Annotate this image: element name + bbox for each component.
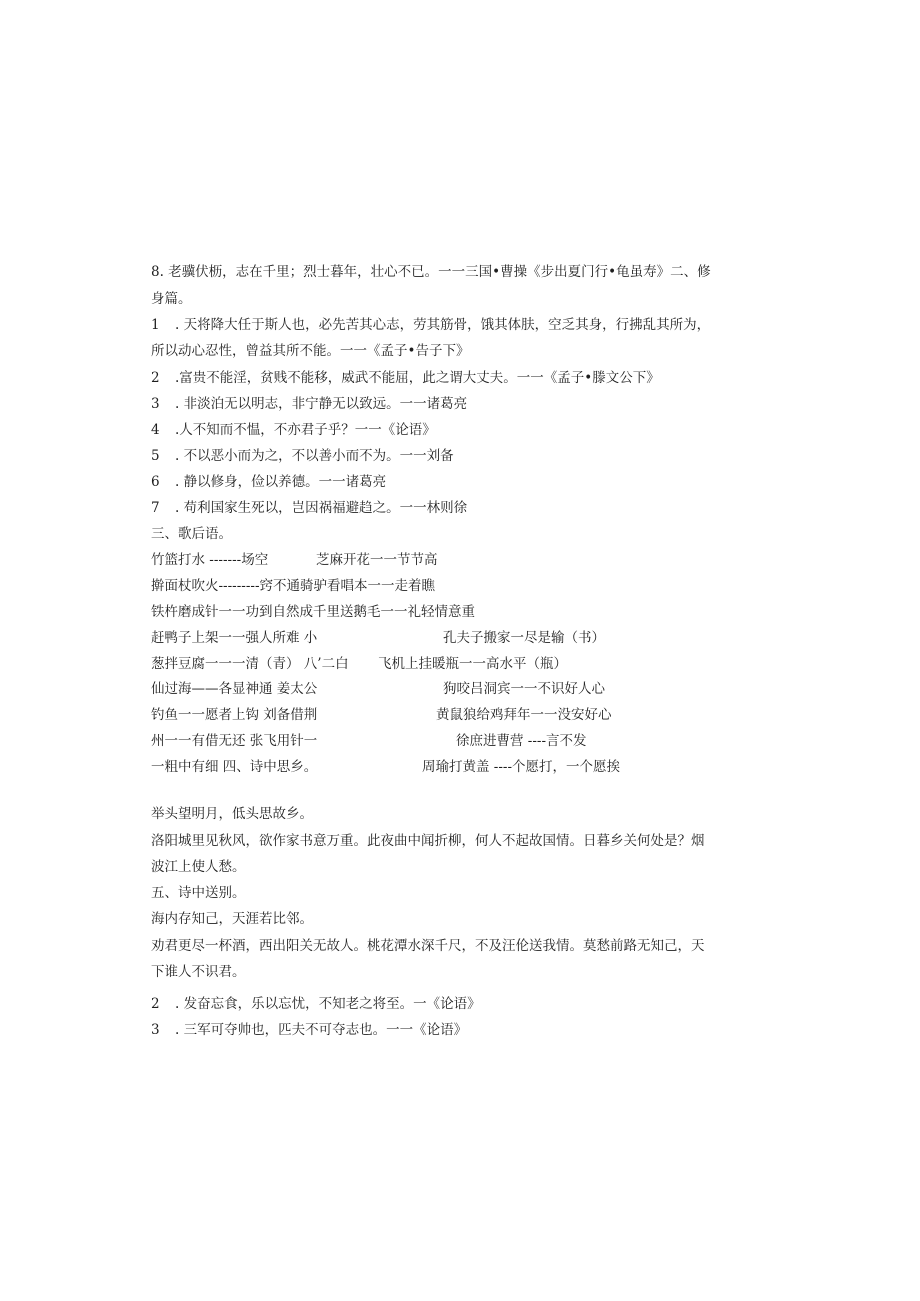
line-number: 6 [151, 474, 160, 490]
line-number: 5 [151, 448, 160, 464]
numbered-line [151, 316, 741, 334]
xiehouyu-right: 徐庶进曹营 ----言不发 [456, 733, 587, 749]
text-line: 身篇。 [151, 291, 192, 307]
poem-line: 洛阳城里见秋风，欲作家书意万重。此夜曲中闻折柳，何人不起故国情。日暮乡关何处是？烟 [151, 833, 705, 849]
line-text: . 苟利国家生死以，岂因祸福避趋之。一一林则徐 [175, 500, 468, 516]
line-text: .富贵不能淫，贫贱不能移，威武不能屈，此之谓大丈夫。一一《孟子•滕文公下》 [175, 370, 660, 386]
xiehouyu-left: 一粗中有细 四、诗中思乡。 [151, 759, 318, 775]
numbered-line [151, 995, 741, 1013]
numbered-line [151, 369, 741, 387]
xiehouyu-right: 周瑜打黄盖 ----个愿打，一个愿挨 [422, 759, 621, 775]
line-text: . 非淡泊无以明志，非宁静无以致远。一一诸葛亮 [175, 396, 468, 412]
line-number: 3 [151, 396, 160, 412]
poem-line: 举头望明月，低头思故乡。 [151, 806, 313, 822]
line-text: . 静以修身，俭以养德。一一诸葛亮 [175, 474, 387, 490]
xiehouyu-left: 钓鱼一一愿者上钩 刘备借荆 [151, 707, 318, 723]
numbered-line [151, 395, 741, 413]
line-number: 2 [151, 370, 160, 386]
poem-line: 劝君更尽一杯酒，西出阳关无故人。桃花潭水深千尺，不及汪伦送我情。莫愁前路无知己，天 [151, 938, 705, 954]
line-text: . 发奋忘食，乐以忘忧，不知老之将至。一《论语》 [175, 996, 481, 1012]
xiehouyu-left: 州一一有借无还 张飞用针一 [151, 733, 318, 749]
numbered-line [151, 421, 741, 439]
line-text: .人不知而不愠，不亦君子乎？一一《论语》 [175, 422, 436, 438]
poem-line: 海内存知己，天涯若比邻。 [151, 911, 313, 927]
numbered-line [151, 473, 741, 491]
xiehouyu-right: 飞机上挂暖瓶一一高水平（瓶） [378, 656, 567, 672]
xiehouyu-left: 铁杵磨成针一一功到自然成千里送鹅毛一一礼轻情意重 [151, 604, 475, 620]
xiehouyu-left: 竹篮打水 -------场空 [151, 552, 269, 568]
xiehouyu-right: 孔夫子搬家一尽是输（书） [443, 630, 605, 646]
numbered-line [151, 447, 741, 465]
poem-line: 波江上使人愁。 [151, 859, 246, 875]
line-text: . 三军可夺帅也，匹夫不可夺志也。一一《论语》 [175, 1022, 468, 1038]
line-text: . 天将降大任于斯人也，必先苦其心志，劳其筋骨，饿其体肤，空乏其身，行拂乱其所为， [175, 317, 711, 333]
line-number: 3 [151, 1022, 160, 1038]
xiehouyu-left: 赶鸭子上架一一强人所难 小 [151, 630, 318, 646]
numbered-line [151, 499, 741, 517]
poem-line: 下谁人不识君。 [151, 964, 246, 980]
line-number: 1 [151, 317, 160, 333]
text-line: 所以动心忍性，曾益其所不能。一一《孟子•告子下》 [151, 343, 470, 359]
line-number: 4 [151, 422, 160, 438]
xiehouyu-right: 黄鼠狼给鸡拜年一一没安好心 [436, 707, 612, 723]
line-number: 2 [151, 996, 160, 1012]
xiehouyu-left: 仙过海——各显神通 姜太公 [151, 681, 318, 697]
text-line: 8. 老骥伏枥，志在千里；烈士暮年，壮心不已。一一三国•曹操《步出夏门行•龟虽寿》二、修 [151, 264, 711, 280]
xiehouyu-left: 葱拌豆腐一一一清（青） 八’二白 [151, 656, 349, 672]
numbered-line [151, 1021, 741, 1039]
xiehouyu-right: 芝麻开花一一节节高 [316, 552, 438, 568]
xiehouyu-left: 擀面杖吹火---------窍不通骑驴看唱本一一走着瞧 [151, 578, 436, 594]
line-text: . 不以恶小而为之，不以善小而不为。一一刘备 [175, 448, 454, 464]
section-title: 五、诗中送别。 [151, 885, 246, 901]
section-title: 三、歌后语。 [151, 526, 232, 542]
xiehouyu-right: 狗咬吕洞宾一一不识好人心 [443, 681, 605, 697]
line-number: 7 [151, 500, 160, 516]
